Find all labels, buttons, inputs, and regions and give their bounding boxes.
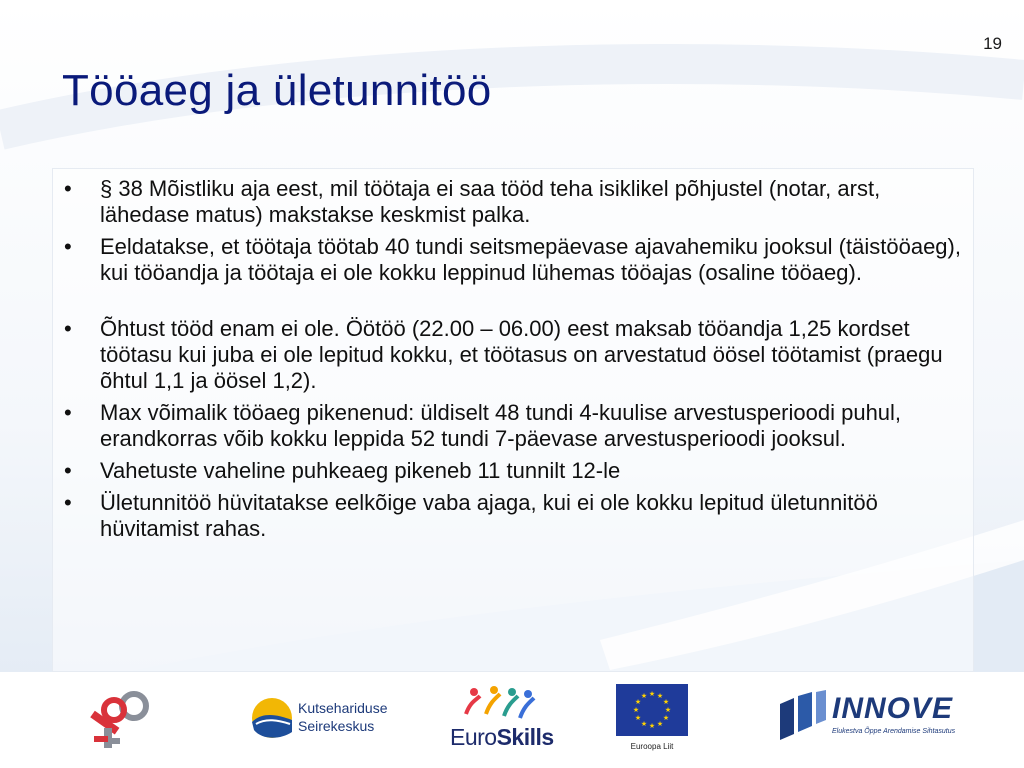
bullet-item — [60, 316, 965, 394]
svg-text:★: ★ — [662, 698, 670, 706]
bullet-text: Õhtust tööd enam ei ole. Öötöö (22.00 – 06.00) eest maksab tööandja 1,25 kordset töötasu kui juba ei ole lepitud kokku, et töötasus on arvestatud öösel töötamist (praegu õhtul 1,1 ja öösel 1,2). — [100, 316, 943, 393]
slide-title: Tööaeg ja ületunnitöö — [62, 66, 492, 115]
bullet-text: Eeldatakse, et töötaja töötab 40 tundi seitsmepäevase ajavahemiku jooksul (täistööaeg), kui tööandja ja töötaja ei ole kokku leppinud lühemas tööajas (osaline tööaeg). — [100, 234, 961, 285]
bullet-symbol: • — [64, 458, 72, 483]
innove-mark-icon — [776, 690, 828, 744]
page-number: 19 — [983, 34, 1002, 53]
kutsehariduse-text — [298, 699, 388, 735]
svg-text:★: ★ — [662, 714, 670, 722]
svg-text:★: ★ — [664, 706, 672, 714]
bullet-list — [60, 176, 965, 548]
bullet-symbol: • — [64, 234, 72, 259]
bullet-item — [60, 490, 965, 542]
bullet-text: Max võimalik tööaeg pikenenud: üldiselt 48 tundi 4-kuulise arvestusperioodi puhul, erandkorras võib kokku leppida 52 tundi 7-päevase arvestusperioodi jooksul. — [100, 400, 902, 451]
bullet-symbol: • — [64, 400, 72, 425]
euroskills-text-euro: Euro — [450, 724, 497, 750]
eu-logo — [616, 684, 688, 758]
bullet-symbol: • — [64, 490, 72, 515]
bullet-item — [60, 176, 965, 228]
svg-text:★: ★ — [634, 698, 642, 706]
bullet-symbol: • — [64, 176, 72, 201]
bullet-symbol: • — [64, 316, 72, 341]
svg-text:★: ★ — [640, 692, 648, 700]
kutsehariduse-seirekeskus-logo — [250, 694, 410, 744]
innove-name: INNOVE — [832, 692, 954, 725]
svg-text:★: ★ — [640, 720, 648, 728]
innove-logo — [776, 690, 976, 748]
bullet-text: Ületunnitöö hüvitatakse eelkõige vaba ajaga, kui ei ole kokku lepitud ületunnitöö hüvitamist rahas. — [100, 490, 878, 541]
kutsehariduse-line2: Seirekeskus — [298, 718, 375, 734]
kutsehariduse-line1: Kutsehariduse — [298, 700, 388, 716]
eu-caption: Euroopa Liit — [630, 742, 674, 751]
svg-text:★: ★ — [656, 692, 664, 700]
bullet-item — [60, 458, 965, 484]
euroskills-figures-icon — [460, 684, 540, 724]
bullet-item — [60, 400, 965, 452]
svg-text:★: ★ — [634, 714, 642, 722]
keys-logo-icon — [84, 688, 156, 752]
euroskills-text-skills: Skills — [496, 724, 554, 750]
svg-text:★: ★ — [656, 720, 664, 728]
svg-text:★: ★ — [648, 722, 656, 730]
euroskills-text — [450, 724, 554, 751]
bullet-text: § 38 Mõistliku aja eest, mil töötaja ei saa tööd teha isiklikel põhjustel (notar, arst, lähedase matus) makstakse keskmist palka. — [100, 176, 881, 227]
svg-text:★: ★ — [632, 706, 640, 714]
innove-subtitle: Elukestva Õppe Arendamise Sihtasutus — [832, 728, 956, 735]
sun-wave-icon — [250, 696, 294, 740]
bullet-item — [60, 234, 965, 286]
footer-logos — [0, 672, 1024, 768]
bullet-text: Vahetuste vaheline puhkeaeg pikeneb 11 tunnilt 12-le — [100, 458, 621, 483]
euroskills-logo — [450, 684, 560, 754]
eu-flag-icon — [616, 684, 688, 736]
svg-text:★: ★ — [648, 690, 656, 698]
